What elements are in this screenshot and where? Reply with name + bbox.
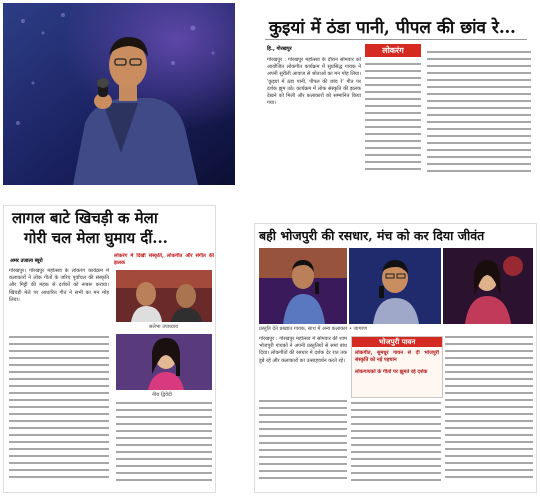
news-clip-1 [3,3,537,185]
singer-photo-3a [259,248,347,324]
singer-photo-3c [443,248,533,324]
news-clip-2 [3,205,216,493]
singer-photo-2b [116,334,212,390]
clip2-headline-line2: गोरी चल मेला घुमाय दीं... [24,229,168,247]
clip1-body: गोरखपुर : गोरखपुर महोत्सव के दौरान सोमवार को आयोजित लोकगीत कार्यक्रम में सुप्रसिद्ध गायक ने अपनी सुरीली आवाज से श्रोताओं का मन मोह लिया। 'कुइयां में ठंडा पानी, पीपल की छांव रे' गीत पर दर्शक झूम उठे। कार्यक्रम में लोक संस्कृति की झलक देखने को मिली और कलाकारों को सम्मानित किया गया। [267,57,361,107]
clip3-headline: बही भोजपुरी की रसधार, मंच को कर दिया जीवंत [259,228,485,243]
clip3-right-column-lines [445,336,533,488]
clip3-box-title: भोजपुरी पावन [352,337,442,347]
clip1-headline: कुइयां में ठंडा पानी, पीपल की छांव रे… [269,18,516,38]
clip1-column-2 [365,63,421,179]
news-clip-3 [254,223,537,493]
clip2-headline-line1: लागल बाटे खिचड़ी क मेला [12,209,158,227]
clip3-box-item-2: लोकगायकों के गीतों पर झूमते रहे दर्शक [355,369,428,375]
clip3-photo-caption: प्रस्तुति देते प्रख्यात गायक, साथ में अन्य कलाकार • जागरण [259,326,368,332]
headline-rule [265,39,527,40]
clip3-highlight-box [351,336,443,398]
singer-photo-3b [349,248,441,324]
clip2-photo1-caption: सलेभा उपाध्याय [149,324,179,330]
clip2-right-column-lines [116,402,212,490]
clip1-column-3 [427,51,531,179]
clip3-left-column-lines [259,400,347,488]
clip2-photo2-caption: नीरा द्विवेदी [152,392,172,398]
singer-photo-1 [3,3,235,185]
singer-photo-2a [116,270,212,322]
clip3-body: गोरखपुर : गोरखपुर महोत्सव में सोमवार की शाम भोजपुरी गायकों ने अपनी प्रस्तुतियों से समां बांध दिया। लोकगीतों की रसधार में दर्शक देर रात तक डूबे रहे और कलाकारों का उत्साहवर्धन करते रहे। [259,336,347,364]
clip2-sub-headline: लोकरंग में दिखी संस्कृति, लोकगीत और संगीत की झलक [114,253,214,267]
clip3-mid-column-lines [351,402,441,488]
clip2-column-lines [9,336,109,486]
section-tag-lokrang: लोकरंग [365,44,421,57]
clip2-byline: अमर उजाला ब्यूरो [10,258,43,264]
clip2-body: गोरखपुर। गोरखपुर महोत्सव के लोकरंग कार्यक्रम में कलाकारों ने लोक गीतों के जरिए पूर्वांचल की संस्कृति और मिट्टी की महक से दर्शकों को रूबरू कराया। खिचड़ी मेले पर आधारित गीत ने सभी का मन मोह लिया। [9,268,109,303]
clip3-box-item-1: लोकगीत, सुमधुर गायन से दी भोजपुरी संस्कृति को नई पहचान [355,350,439,364]
clip1-dateline: हि., गोरखपुर [267,46,292,52]
